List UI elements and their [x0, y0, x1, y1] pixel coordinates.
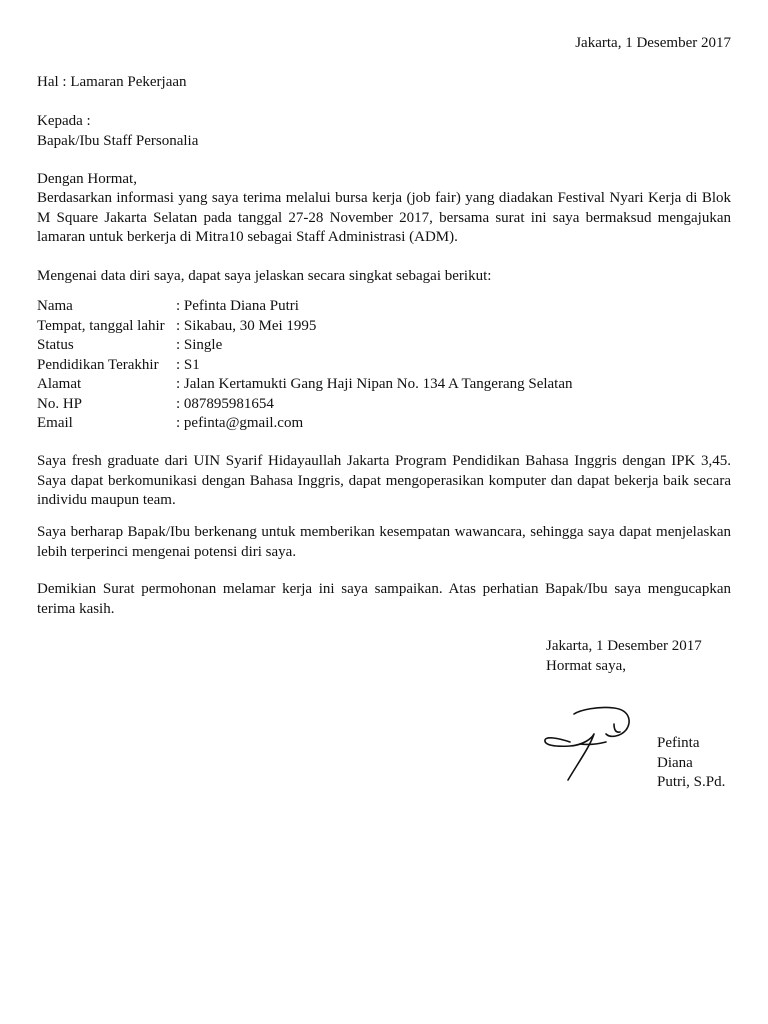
recipient-line-1: Kepada : — [37, 113, 91, 129]
paragraph-data-intro: Mengenai data diri saya, dapat saya jelaskan secara singkat sebagai berikut: — [37, 268, 492, 284]
data-label: Pendidikan Terakhir — [37, 356, 159, 373]
greeting: Dengan Hormat, — [37, 171, 137, 187]
closing-block — [546, 637, 702, 676]
paragraph-closing: Demikian Surat permohonan melamar kerja ini saya sampaikan. Atas perhatian Bapak/Ibu saya mengucapkan terima kasih. — [37, 581, 731, 617]
data-label: Status — [37, 337, 74, 353]
data-row-email — [37, 414, 573, 434]
signer-line-3: Putri, S.Pd. — [657, 774, 726, 790]
data-row-education — [37, 356, 573, 376]
data-row-phone — [37, 395, 573, 415]
data-label: Tempat, tanggal lahir — [37, 317, 165, 334]
data-label: No. HP — [37, 395, 83, 412]
closing-salutation: Hormat saya, — [546, 657, 626, 674]
data-row-status — [37, 336, 573, 356]
signature-stroke — [614, 724, 620, 732]
paragraph-education: Saya fresh graduate dari UIN Syarif Hidayaullah Jakarta Program Pendidikan Bahasa Inggris dengan IPK 3,45. Saya dapat berkomunikasi dengan Bahasa Inggris, dapat mengoperasikan komputer dan dapat bekerja baik secara individu maupun team. — [37, 453, 731, 508]
letter-date: Jakarta, 1 Desember 2017 — [575, 35, 731, 51]
data-value: : pefinta@gmail.com — [176, 415, 304, 431]
data-row-name — [37, 297, 573, 317]
data-value: : Single — [176, 337, 223, 353]
signature-image — [540, 700, 640, 790]
personal-data-table — [37, 297, 573, 434]
data-value: : 087895981654 — [176, 395, 274, 412]
signature-stroke — [545, 734, 594, 780]
signature-stroke — [574, 707, 629, 736]
data-label: Alamat — [37, 376, 82, 392]
recipient-line-2: Bapak/Ibu Staff Personalia — [37, 132, 199, 149]
data-label: Email — [37, 415, 73, 431]
data-row-address — [37, 375, 573, 395]
recipient-block — [37, 112, 198, 151]
data-value: : Pefinta Diana Putri — [176, 298, 299, 314]
letter-subject: Hal : Lamaran Pekerjaan — [37, 74, 187, 90]
data-value: : Jalan Kertamukti Gang Haji Nipan No. 134 A Tangerang Selatan — [176, 376, 573, 392]
data-value: : Sikabau, 30 Mei 1995 — [176, 317, 317, 334]
data-row-birth — [37, 317, 573, 337]
data-value: : S1 — [176, 356, 200, 373]
closing-date: Jakarta, 1 Desember 2017 — [546, 638, 702, 654]
data-label: Nama — [37, 298, 73, 314]
signer-line-2: Diana — [657, 754, 693, 771]
signer-name — [657, 734, 737, 793]
paragraph-interview: Saya berharap Bapak/Ibu berkenang untuk memberikan kesempatan wawancara, sehingga saya dapat menjelaskan lebih terperinci mengenai potensi diri saya. — [37, 524, 731, 560]
signer-line-1: Pefinta — [657, 735, 700, 751]
paragraph-intro: Berdasarkan informasi yang saya terima melalui bursa kerja (job fair) yang diadakan Festival Nyari Kerja di Blok M Square Jakarta Selatan pada tanggal 27-28 November 2017, bersama surat ini saya bermaksud mengajukan lamaran untuk berkerja di Mitra10 sebagai Staff Administrasi (ADM). — [37, 190, 731, 245]
